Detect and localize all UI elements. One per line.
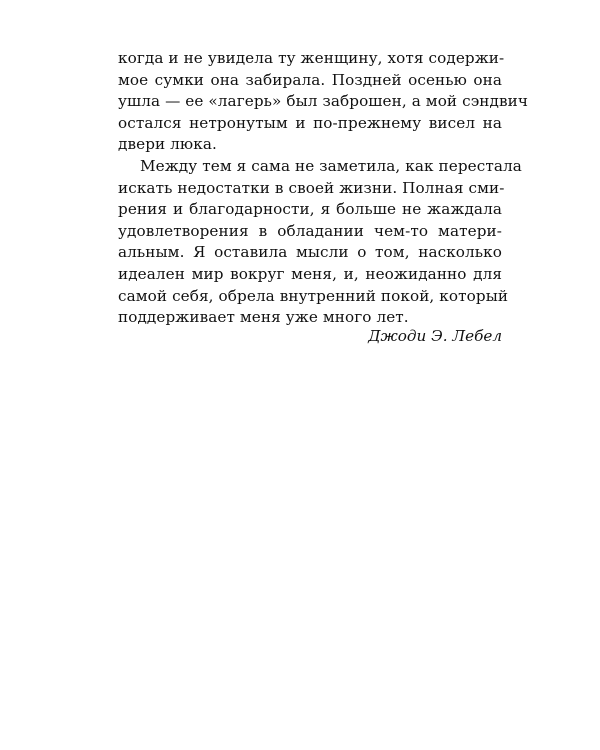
text-line: двери люка. [118, 135, 217, 154]
text-line: идеален мир вокруг меня, и, неожиданно для [118, 264, 502, 283]
text-line: удовлетворения в обладании чем-то матери- [118, 221, 502, 240]
text-line: ушла — ее «лагерь» был заброшен, а мой сэндвич [118, 92, 528, 111]
text-line: поддерживает меня уже много лет. [118, 308, 409, 327]
body-text [118, 48, 528, 329]
text-line: искать недостатки в своей жизни. Полная сми- [118, 178, 505, 197]
paragraph [118, 156, 522, 329]
paragraph [118, 48, 528, 156]
text-line: рения и благодарности, я больше не жаждала [118, 200, 502, 219]
text-line: когда и не увидела ту женщину, хотя содержи- [118, 49, 505, 67]
text-line: мое сумки она забирала. Поздней осенью она [118, 70, 502, 89]
text-line: самой себя, обрела внутренний покой, который [118, 286, 509, 305]
text-line: альным. Я оставила мысли о том, насколько [118, 243, 502, 262]
text-line: Между тем я сама не заметила, как перестала [140, 156, 522, 175]
author-signature: Джоди Э. Лебел [368, 327, 502, 345]
text-line: остался нетронутым и по-прежнему висел на [118, 113, 502, 132]
